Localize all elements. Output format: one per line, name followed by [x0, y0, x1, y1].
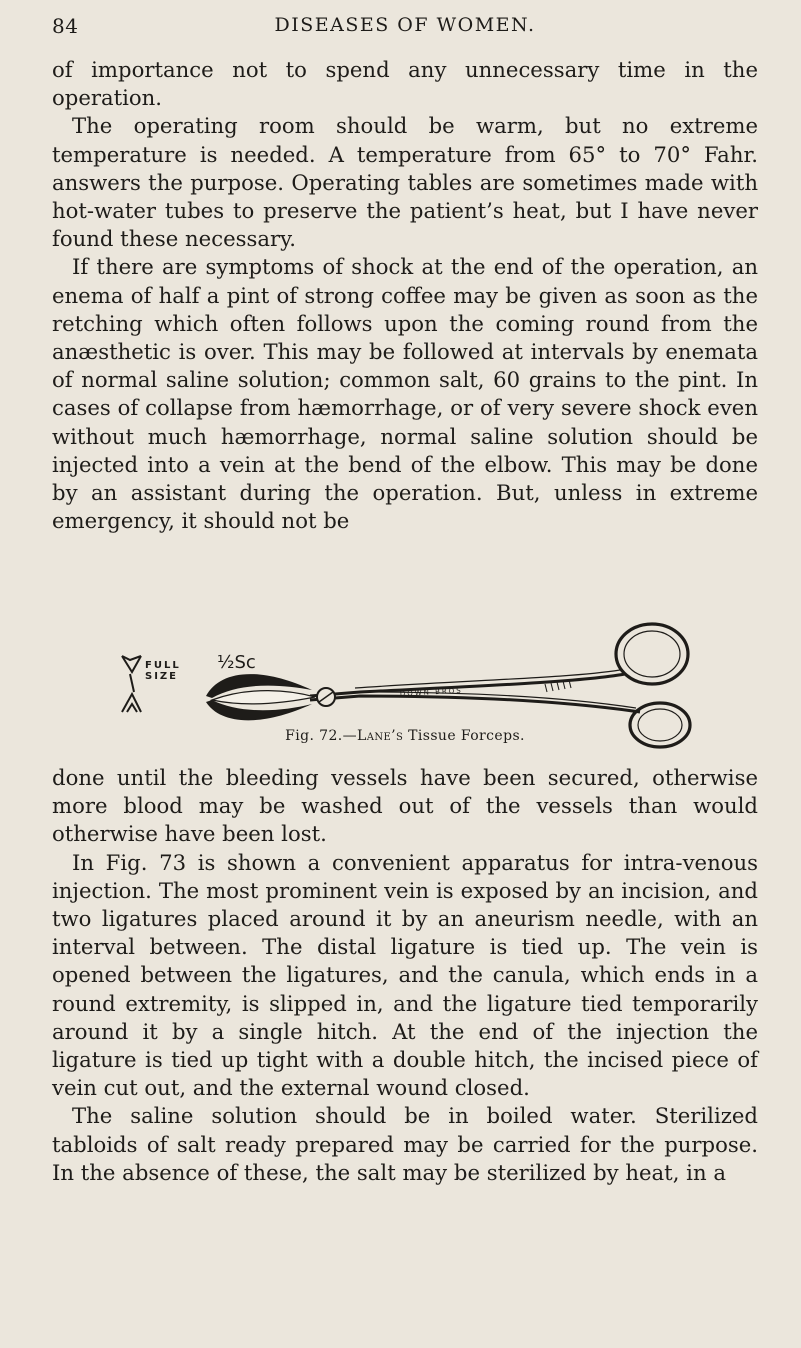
- figure-caption: Fig. 72.—Lane’s Tissue Forceps.: [285, 728, 525, 744]
- paragraph-operating-room: The operating room should be warm, but no extreme temperature is needed. A temperature from 65° to 70° Fahr. answers the purpose. Operating tables are sometimes made with hot-water tubes to preserve the patient’s heat, but I have never found these necessary.: [52, 113, 758, 252]
- text-block-top: [52, 56, 758, 535]
- text-block-bottom: [52, 764, 758, 1187]
- running-head: DISEASES OF WOMEN.: [274, 14, 536, 36]
- page-header: [52, 14, 758, 46]
- paragraph-saline-solution: The saline solution should be in boiled water. Sterilized tabloids of salt ready prepared may be carried for the purpose. In the absence of these, the salt may be sterilized by heat, in a: [52, 1103, 758, 1185]
- page-number: 84: [52, 14, 79, 38]
- paragraph-continuation: of importance not to spend any unnecessary time in the operation.: [52, 57, 758, 111]
- paragraph-shock: If there are symptoms of shock at the end of the operation, an enema of half a pint of strong coffee may be given as soon as the retching which often follows upon the coming round from the anæsthetic is over. This may be followed at intervals by enemata of normal saline solution; common salt, 60 grains to the pint. In cases of collapse from hæmorrhage, or of very severe shock even without much hæmorrhage, normal saline solution should be injected into a vein at the bend of the elbow. This may be done by an assistant during the operation. But, unless in extreme emergency, it should not be: [52, 254, 758, 534]
- full-size-label: FULL SIZE: [145, 660, 181, 682]
- instrument-inscription: DOWN BROS: [399, 686, 463, 698]
- paragraph-intravenous-injection: In Fig. 73 is shown a convenient apparatus for intra-venous injection. The most prominent vein is exposed by an incision, and two ligatures placed around it by an aneurism needle, with an interval between. The distal ligature is tied up. The vein is opened between the ligatures, and the canula, which ends in a round extremity, is slipped in, and the ligature tied temporarily around it by a single hitch. At the end of the injection the ligature is tied up tight with a double hitch, the incised piece of vein cut out, and the external wound closed.: [52, 849, 758, 1101]
- paragraph-bleeding-vessels: done until the bleeding vessels have been secured, otherwise more blood may be washed out of the vessels than would otherwise have been lost.: [52, 765, 758, 847]
- scale-label: ½Sc: [217, 652, 256, 673]
